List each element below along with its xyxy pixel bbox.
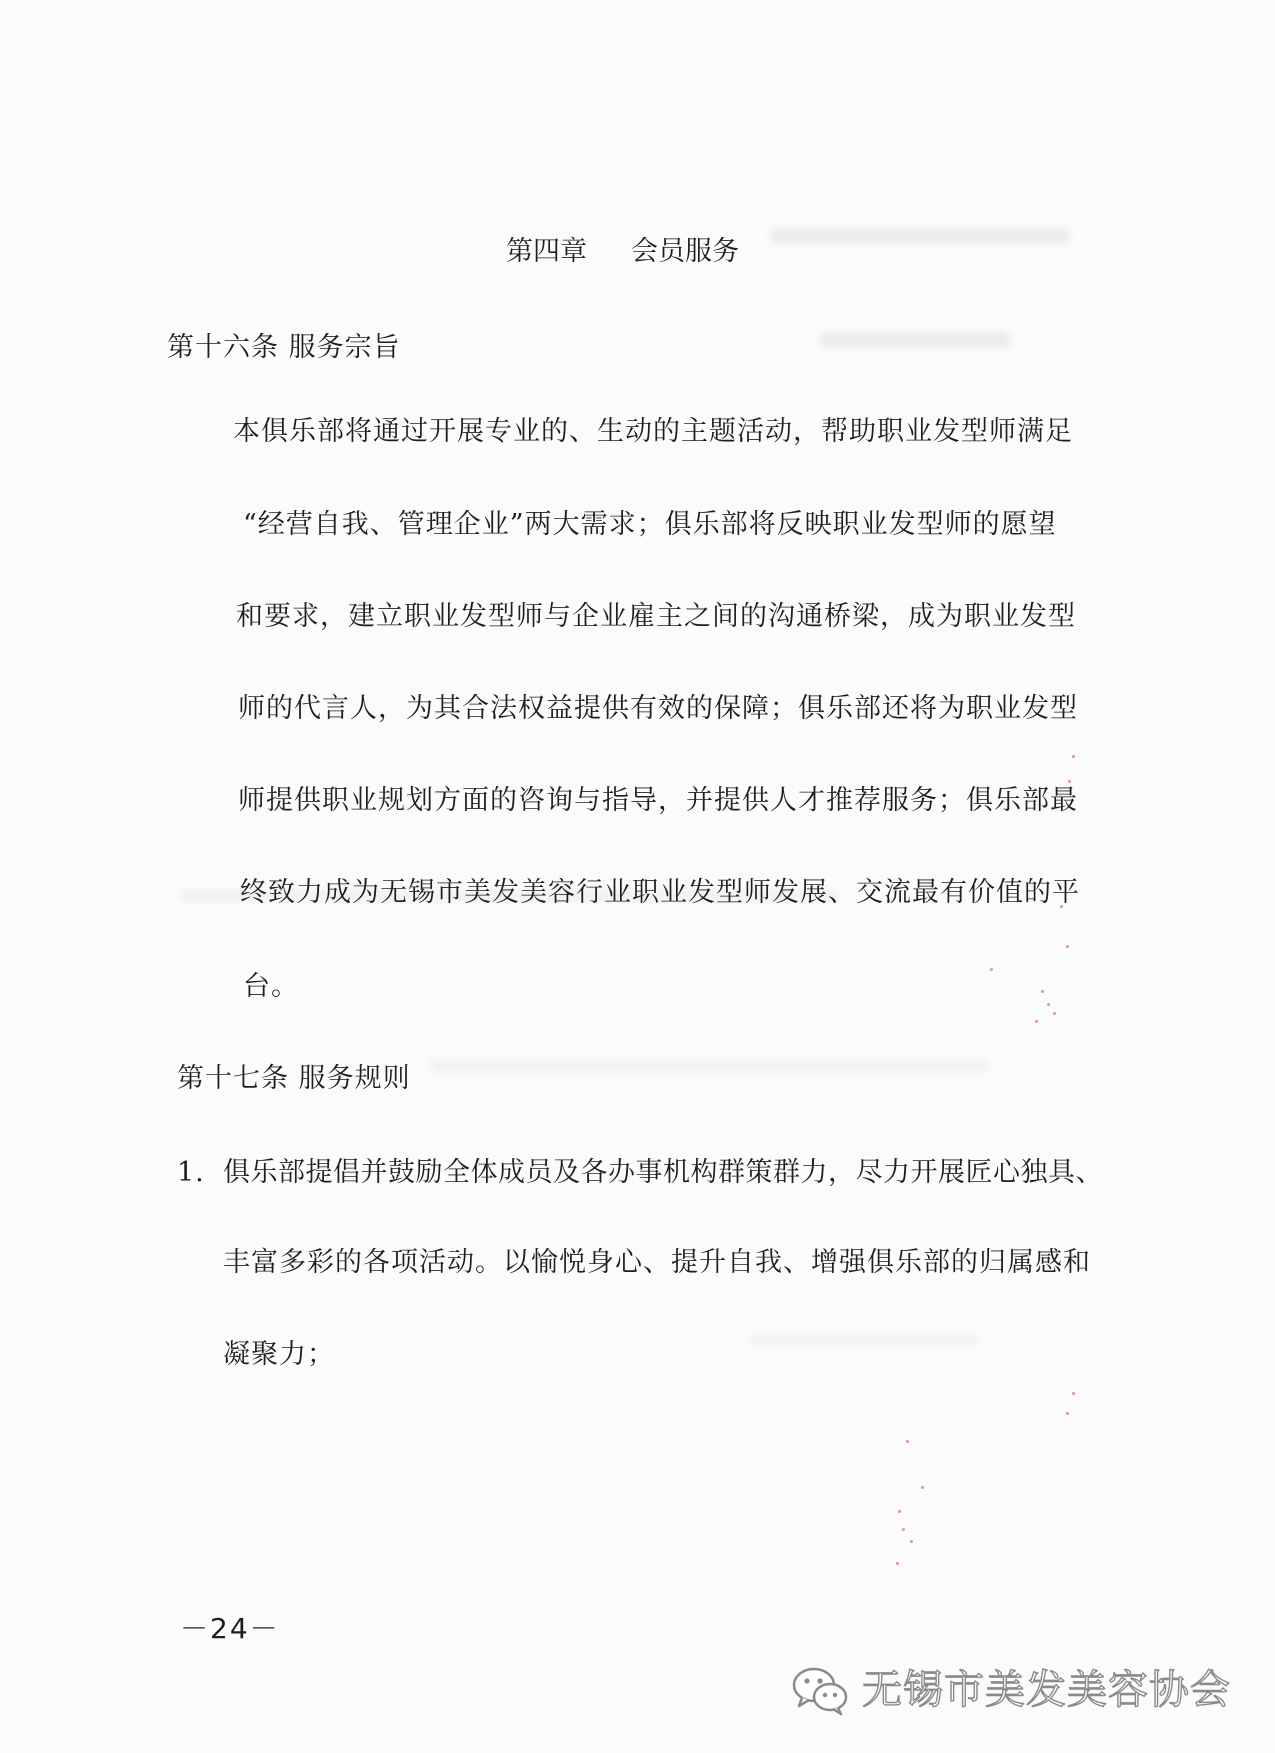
scan-bleed-mark [430, 1060, 990, 1072]
article-16-line: 台。 [243, 971, 299, 1002]
article-16-line: 师的代言人，为其合法权益提供有效的保障；俱乐部还将为职业发型 [238, 693, 1078, 724]
watermark [790, 1660, 1231, 1720]
article-16-line: 终致力成为无锡市美发美容行业职业发型师发展、交流最有价值的平 [240, 877, 1080, 908]
article-16-line: 师提供职业规划方面的咨询与指导，并提供人才推荐服务；俱乐部最 [238, 785, 1078, 816]
scan-bleed-mark [750, 1335, 980, 1345]
article-16-heading: 第十六条 服务宗旨 [167, 332, 401, 363]
article-17-item-line: 俱乐部提倡并鼓励全体成员及各办事机构群策群力，尽力开展匠心独具、 [223, 1157, 1103, 1188]
article-16-line: 和要求，建立职业发型师与企业雇主之间的沟通桥梁，成为职业发型 [236, 601, 1076, 632]
article-17-item-number: 1. [177, 1157, 205, 1188]
article-16-line: “经营自我、管理企业”两大需求；俱乐部将反映职业发型师的愿望 [243, 509, 1057, 540]
article-17-item-line: 凝聚力； [223, 1339, 335, 1370]
article-16-line: 本俱乐部将通过开展专业的、生动的主题活动，帮助职业发型师满足 [233, 416, 1073, 447]
wechat-icon [790, 1664, 850, 1716]
article-17-heading: 第十七条 服务规则 [177, 1063, 411, 1094]
chapter-heading [506, 235, 739, 269]
watermark-text: 无锡市美发美容协会 [862, 1667, 1231, 1713]
chapter-number: 第四章 [506, 236, 587, 267]
scan-bleed-mark [820, 332, 1010, 348]
scan-bleed-mark [770, 228, 1070, 244]
page-number: －24－ [180, 1612, 280, 1645]
chapter-title: 会员服务 [631, 236, 739, 267]
article-17-item-line: 丰富多彩的各项活动。以愉悦身心、提升自我、增强俱乐部的归属感和 [223, 1247, 1091, 1278]
